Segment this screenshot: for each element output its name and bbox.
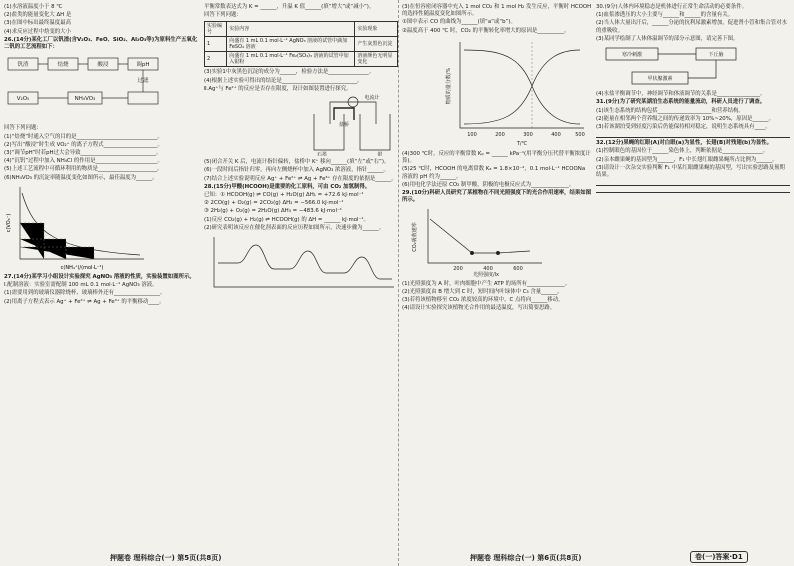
diagram-label: 电流计 bbox=[364, 95, 380, 102]
table-header: 实验内容 bbox=[227, 22, 355, 37]
question-26-title: 26.(14分)某化工厂以钒渣(含V₂O₃、FeO、SiO₂、Al₂O₃等)为原料生产五氧化二钒的工艺流程如下： bbox=[4, 36, 198, 51]
axis-label: c(NH₄⁺)/(mol·L⁻¹) bbox=[60, 264, 104, 271]
tick-label: 100 bbox=[467, 131, 477, 138]
box-label: 寒冷刺激 bbox=[621, 52, 643, 59]
page-footer: 押题卷 理科综合(一) 第5页(共8页) bbox=[110, 554, 222, 562]
flowchart-diagram bbox=[4, 52, 200, 122]
table-cell: 溶液颜色无明显变化 bbox=[355, 52, 398, 67]
text: ②温度高于 400 ℃ 时，CO₂ 的平衡转化率增大的原因是__________。 bbox=[402, 27, 570, 34]
table-cell: 产生灰黑色沉淀 bbox=[355, 37, 398, 52]
text: (6)一段时间后指针归零，再向左侧烧杯中加入 AgNO₃ 浓溶液，指针______。 bbox=[204, 167, 389, 174]
table-header: 实验编号 bbox=[205, 22, 227, 37]
tick-label: 500 bbox=[575, 131, 585, 138]
text: Ⅰ.配制溶液：实验室需配制 100 mL 0.1 mol·L⁻¹ AgNO₃ 溶液。 bbox=[4, 282, 158, 289]
question-31-title: 31.(9分)为了研究某湖泊生态系统的能量流动，科研人员进行了调查。 bbox=[596, 99, 766, 106]
column-1 bbox=[4, 4, 200, 307]
question-29-title: 29.(10分)科研人员研究了某植物在不同光照强度下的光合作用速率，结果如图所示。 bbox=[402, 190, 592, 204]
text: (3)若将该植物移至 CO₂ 浓度较高的环境中，C 点将向______移动。 bbox=[402, 297, 564, 304]
text: (1)控制眼色的基因位于______染色体上，判断依据是_______________。 bbox=[596, 148, 769, 155]
text: (1)水溶液温度小于 8 ℃ bbox=[4, 4, 63, 10]
table-cell: 1 bbox=[205, 37, 227, 52]
text: (2)盐类的能量变化大 ΔH 是 bbox=[4, 12, 72, 19]
text: (2)能量在相邻两个营养级之间的传递效率为 10%~20%，原因是______。 bbox=[596, 115, 774, 122]
text: (2)当人体大量出汗后，______分泌的抗利尿激素增加，促进肾小管和集合管对水的重吸收。 bbox=[596, 20, 787, 34]
text: (3)在图中标出最终温度最高 bbox=[4, 20, 71, 27]
diagram-label: 盐桥 bbox=[338, 122, 350, 129]
table-header: 实验现象 bbox=[355, 22, 398, 37]
curve-graph bbox=[4, 183, 154, 271]
text: (1)血浆渗透压的大小主要与______和______的含量有关。 bbox=[596, 12, 734, 19]
text: (7)结合上述实验说明反应 Ag⁺ + Fe²⁺ ⇌ Ag + Fe³⁺ 存在限度的依据是______。 bbox=[204, 175, 397, 182]
text: (3)若该湖泊受到轻度污染后仍能保持相对稳定，说明生态系统具有____。 bbox=[596, 124, 771, 131]
axis-label: 光照强度/lx bbox=[472, 272, 500, 278]
flow-node-label: NH₄VO₃ bbox=[74, 96, 96, 103]
text: (3)实验1中灰黑色沉淀的成分为______，检验方法是_______________。 bbox=[204, 69, 375, 76]
experiment-table bbox=[204, 21, 398, 67]
diagram-label: 石墨 bbox=[316, 152, 328, 157]
flow-node-label: 钒渣 bbox=[17, 62, 29, 69]
column-2 bbox=[204, 4, 398, 294]
text: ①图中表示 CO 的曲线为______(填“a”或“b”)。 bbox=[402, 19, 516, 26]
page-footer: 押题卷 理科综合(一) 第6页(共8页) bbox=[470, 554, 582, 562]
text: (2)用离子方程式表示 Ag⁺ + Fe²⁺ ⇌ Ag + Fe³⁺ 的平衡移动____。 bbox=[4, 298, 165, 305]
column-3 bbox=[402, 4, 592, 313]
flow-node-label: 焙烧 bbox=[57, 62, 69, 69]
text: (2)光照强度由 B 增大到 C 时，短时间内叶绿体中 C₃ 含量______。 bbox=[402, 288, 563, 295]
flow-node-label: V₂O₅ bbox=[16, 96, 30, 103]
tick-label: 300 bbox=[523, 131, 533, 138]
table-cell: 向盛有 1 mL 0.1 mol·L⁻¹ Fe₂(SO₄)₃ 溶液的试管中加入银粉 bbox=[227, 52, 355, 67]
answer-tag: 卷(一)答案·D1 bbox=[690, 551, 748, 563]
question-28-title: 28.(15分)甲酸(HCOOH)是重要的化工原料，可由 CO₂ 加氢制得。 bbox=[204, 183, 371, 190]
text: (5)25 ℃时，HCOOH 的电离常数 Kₐ = 1.8×10⁻⁴，0.1 mol·L⁻¹ HCOONa 溶液的 pH 约为______。 bbox=[402, 166, 586, 180]
answer-line bbox=[596, 137, 790, 138]
text: (4)求反应过程中焓变的大小 bbox=[4, 28, 71, 35]
text: (2)研究表明该反应在催化剂表面的反应历程如图所示，决速步骤为______。 bbox=[204, 224, 385, 231]
box-label: 下丘脑 bbox=[708, 52, 724, 59]
answer-line bbox=[596, 192, 790, 193]
answer-line bbox=[596, 185, 790, 186]
table-cell: 向盛有 1 mL 0.1 mol·L⁻¹ AgNO₃ 溶液的试管中滴加 FeSO₄ 溶液 bbox=[227, 37, 355, 52]
flow-node-label: 酸浸 bbox=[97, 62, 109, 69]
tick-label: 600 bbox=[513, 266, 523, 273]
tick-label: 200 bbox=[453, 266, 463, 273]
question-32-title: 32.(12分)果蝇的红眼(A)对白眼(a)为显性，长翅(B)对残翅(b)为显性。 bbox=[596, 140, 773, 147]
temperature-graph bbox=[402, 36, 592, 148]
text: Ⅱ.Ag⁺与 Fe²⁺ 的反应是否存在限度，设计如图装置进行探究。 bbox=[204, 85, 352, 92]
axis-label: T/℃ bbox=[516, 140, 528, 147]
text: (4)请设计实验探究该植物光合作用的最适温度，写出简要思路。 bbox=[402, 305, 556, 312]
axis-label: c(VO₃⁻) bbox=[6, 213, 12, 233]
text: 30.(9分)人体内环境稳态是机体进行正常生命活动的必要条件。 bbox=[596, 4, 747, 10]
text: ② 2CO(g) + O₂(g) = 2CO₂(g) ΔH₂ = −566.0 kJ·mol⁻¹ bbox=[204, 200, 344, 207]
text: (2)亲本雌果蝇的基因型为______，F₁ 中长翅红眼雌果蝇所占比例为______。 bbox=[596, 156, 778, 163]
column-4 bbox=[596, 4, 790, 195]
text: (6)NH₄VO₃ 的沉淀率随温度变化如图所示，最佳温度为______。 bbox=[4, 174, 158, 181]
light-intensity-graph bbox=[402, 205, 552, 277]
text: (4)“沉钒”过程中加入 NH₄Cl 的作用是_______________________。 bbox=[4, 158, 163, 165]
reaction-pathway-diagram bbox=[204, 233, 398, 291]
text: (4)水盐平衡调节中，神经调节和体液调节的关系是________________。 bbox=[596, 91, 766, 98]
text: (1)该生态系统的结构包括____________________和营养结构。 bbox=[596, 107, 744, 114]
regulation-box-diagram bbox=[596, 44, 790, 88]
text: (2)写出“酸浸”时生成 VO₂⁺ 的离子方程式____________________。 bbox=[4, 141, 163, 148]
text: (3)请设计一次杂交实验判断 F₁ 中某红眼雌果蝇的基因型，写出实验思路及预期结果。 bbox=[596, 164, 785, 179]
text: (5)上述工艺流程中可循环利用的物质是______________________。 bbox=[4, 166, 163, 173]
diagram-label: 银 bbox=[377, 152, 383, 157]
table-cell: 2 bbox=[205, 52, 227, 67]
tick-label: 200 bbox=[495, 131, 505, 138]
tick-label: 400 bbox=[551, 131, 561, 138]
text: (5)闭合开关 K 后，电流计指针偏转，盐桥中 K⁺ 移向______(填“左”或“右”)。 bbox=[204, 159, 390, 166]
text: (3)某同学绘制了人体体温调节的部分示意图，请完善下图。 bbox=[596, 35, 739, 42]
text: (3)在恒容密闭容器中充入 1 mol CO₂ 和 1 mol H₂ 发生反应，平衡时 HCOOH 的选择性随温度变化如图所示。 bbox=[402, 4, 592, 18]
question-27-title: 27.(14分)某学习小组设计实验探究 AgNO₃ 溶液的性质，实验装置如图所示。 bbox=[4, 274, 195, 281]
axis-label: CO₂吸收速率 bbox=[412, 222, 418, 253]
text: (1)反应 CO₂(g) + H₂(g) ⇌ HCOOH(g) 的 ΔH = ______ kJ·mol⁻¹。 bbox=[204, 216, 369, 223]
text: 回答下列问题： bbox=[4, 125, 42, 132]
text: (1)“焙烧”时通入空气的目的是______________________________。 bbox=[4, 133, 163, 140]
page-fold-divider bbox=[398, 0, 399, 566]
text: (1)需要用到的玻璃仪器除烧杯、玻璃棒外还有_________________。 bbox=[4, 290, 166, 297]
text: 已知：① HCOOH(g) ⇌ CO(g) + H₂O(g) ΔH₁ = +72.6 kJ·mol⁻¹ bbox=[204, 192, 364, 199]
box-label: 甲状腺激素 bbox=[647, 76, 673, 83]
axis-label: 物质的量分数/% bbox=[446, 67, 452, 105]
flow-node-label: 调pH bbox=[136, 62, 150, 69]
text: (4)根据上述实验可得出的结论是____________________________。 bbox=[204, 77, 363, 84]
tick-label: 400 bbox=[483, 266, 493, 273]
flow-node-label: 过滤 bbox=[137, 78, 149, 85]
text: ③ 2H₂(g) + O₂(g) = 2H₂O(g) ΔH₃ = −483.6 kJ·mol⁻¹ bbox=[204, 208, 342, 215]
text: 平衡常数表达式为 K = ______，升温 K 值______(填“增大”或“减小”)。 bbox=[204, 4, 375, 10]
text: (6)用电化学法还原 CO₂ 制甲酸，阴极的电极反应式为______________。 bbox=[402, 181, 575, 188]
galvanic-cell-diagram bbox=[204, 94, 398, 156]
text: (1)光照强度为 A 时，叶肉细胞中产生 ATP 的场所有______________。 bbox=[402, 280, 571, 287]
text: (3)“调节pH”时若pH过大会导致____________________________。 bbox=[4, 150, 162, 157]
text: (4)300 ℃时，反应的平衡常数 Kₚ = ______ kPa⁻¹(用平衡分压代替平衡浓度计算)。 bbox=[402, 151, 591, 165]
text: 回答下列问题： bbox=[204, 12, 242, 19]
